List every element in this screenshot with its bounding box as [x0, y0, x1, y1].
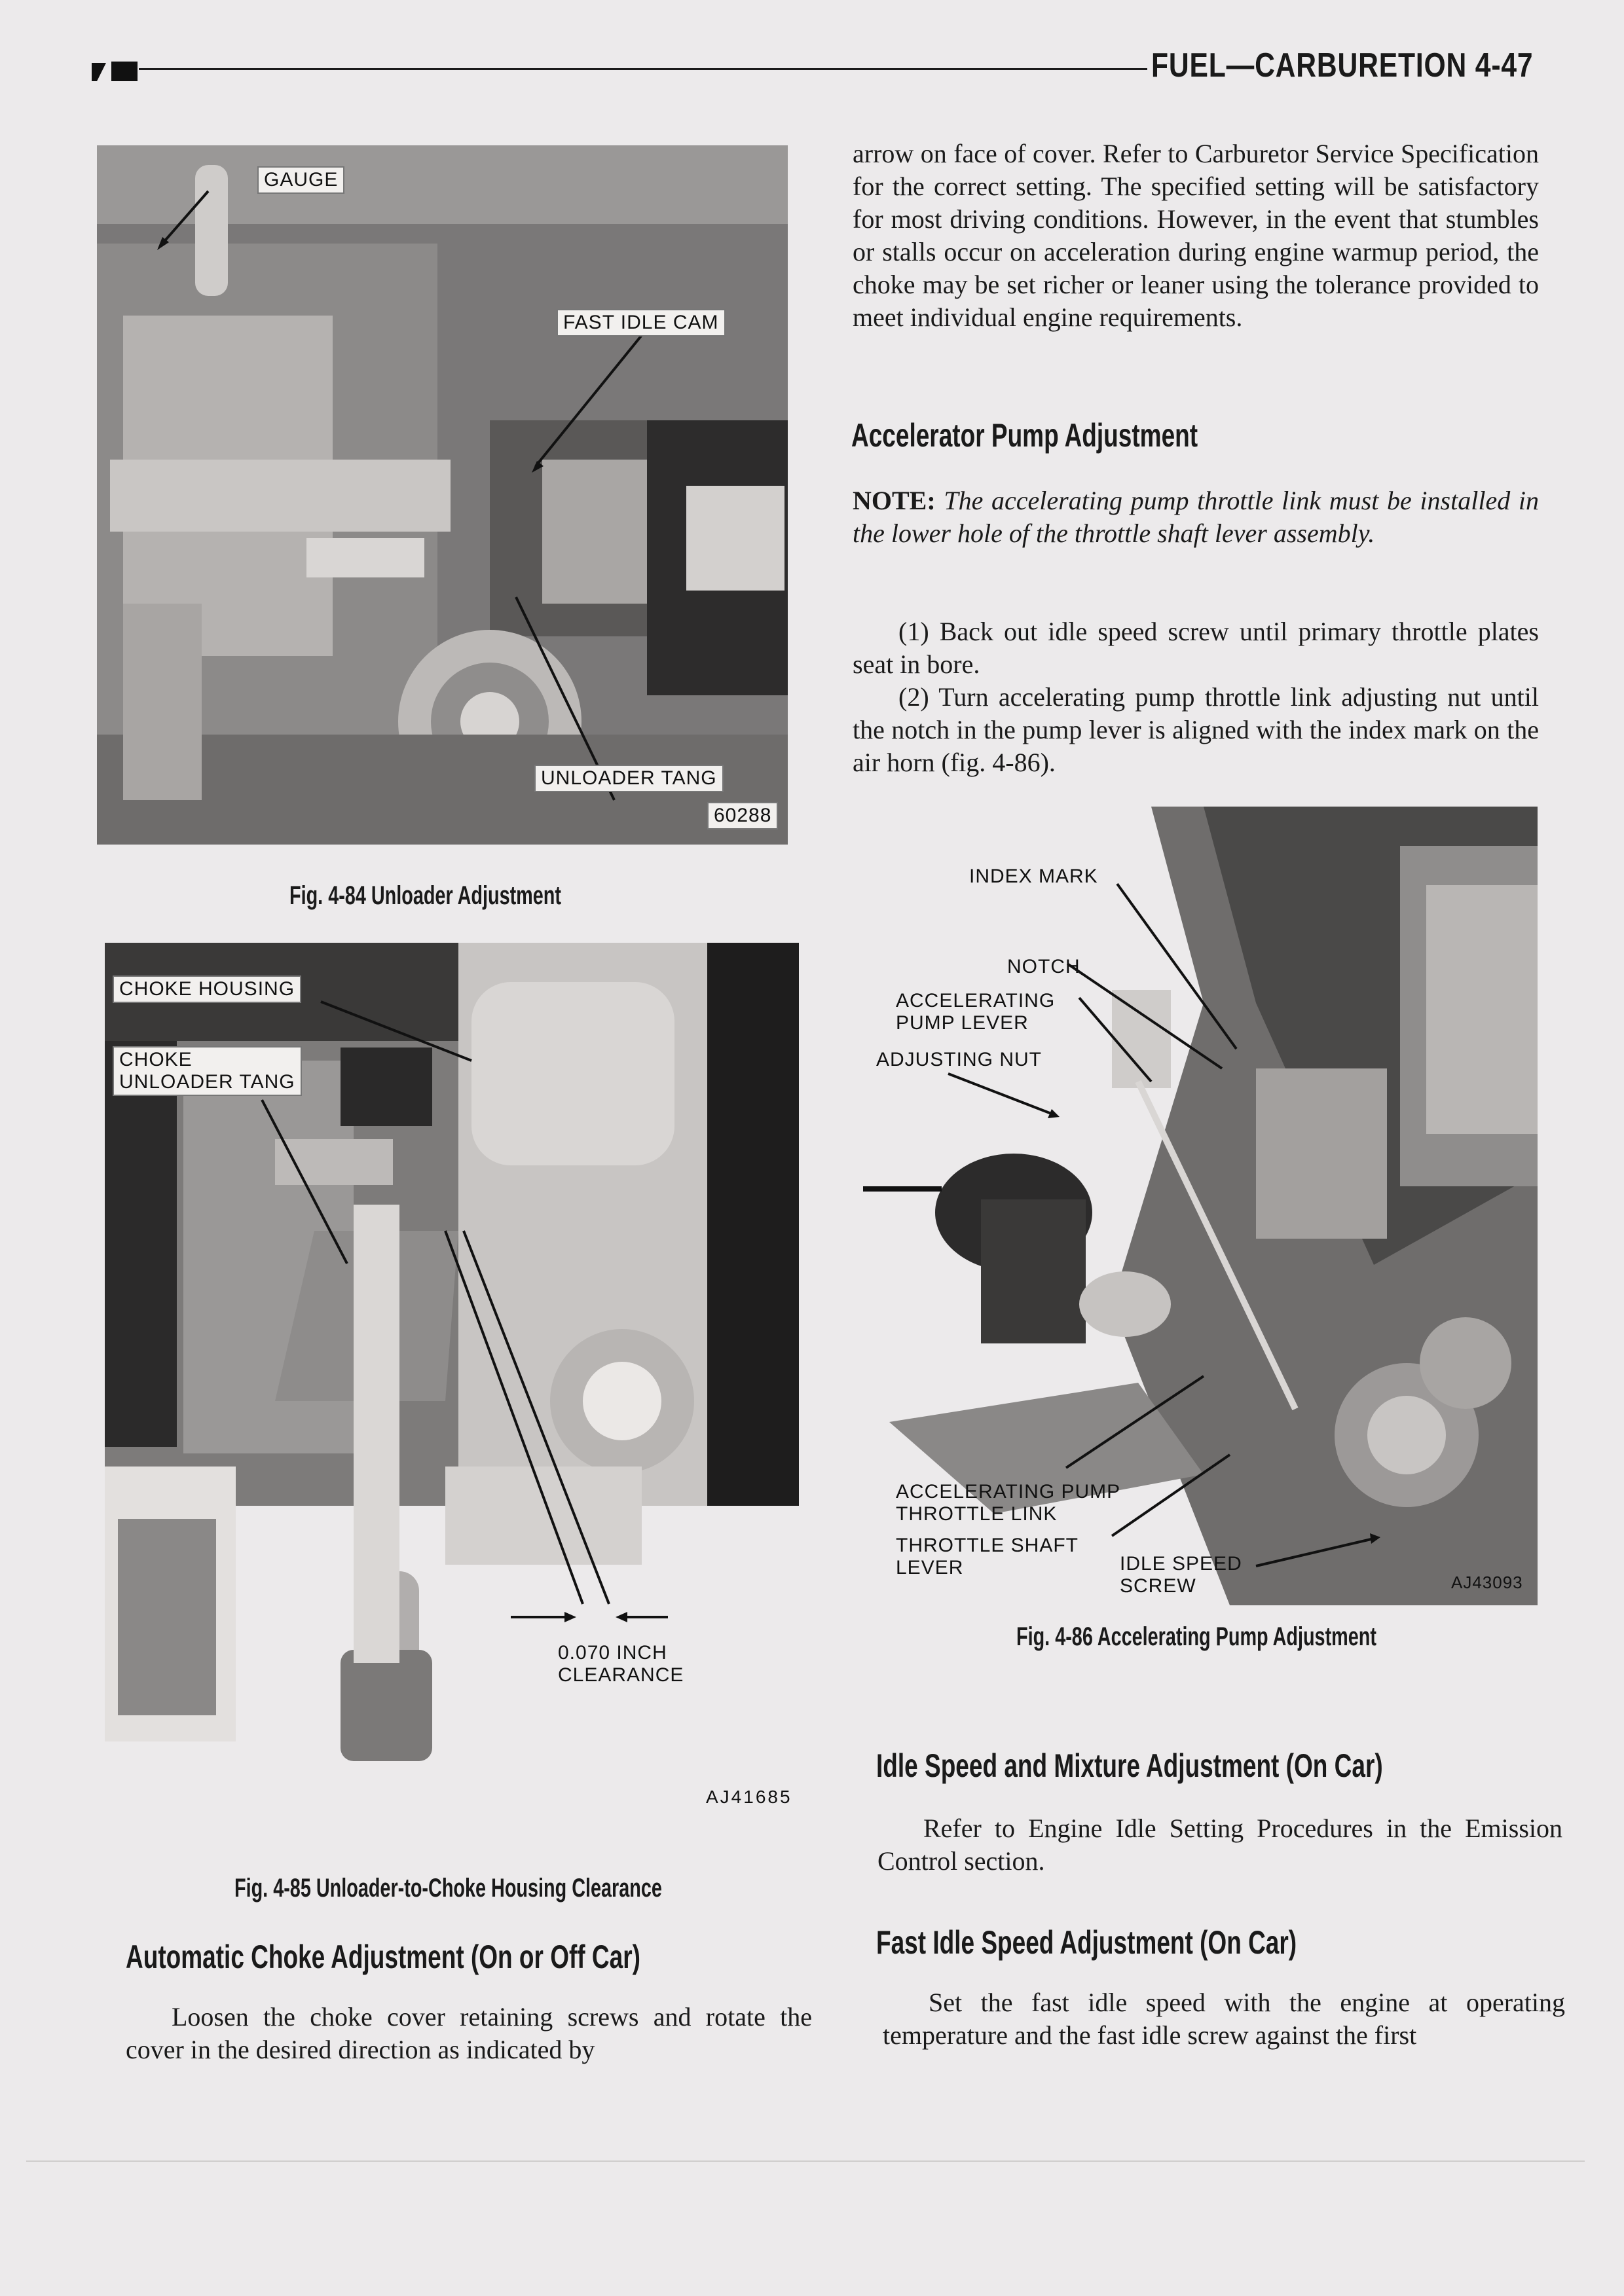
footer-rule	[26, 2160, 1585, 2162]
label-notch: NOTCH	[1007, 956, 1080, 977]
figure-4-86-photo	[863, 807, 1538, 1605]
paragraph-text: arrow on face of cover. Refer to Carburetor Service Specification for the correct setting. The specified setting will be satisfactory for most driving conditions. However, in the event that stumbles or stalls occur on acceleration during engine warmup period, the choke may be set richer or leaner using the tolerance provided to meet individual engine requirements.	[853, 139, 1539, 332]
figure-4-84-leader-lines	[97, 145, 788, 845]
figure-4-84-caption: Fig. 4-84 Unloader Adjustment	[289, 881, 561, 910]
label-line: CLEARANCE	[558, 1664, 684, 1686]
label-line: PUMP LEVER	[896, 1012, 1029, 1034]
idle-speed-heading: Idle Speed and Mixture Adjustment (On Car)	[876, 1747, 1383, 1784]
step-2: (2) Turn accelerating pump throttle link adjusting nut until the notch in the pump lever is aligned with the index mark on the air horn (fig. 4-86).	[853, 682, 1539, 777]
label-line: THROTTLE SHAFT	[896, 1535, 1079, 1556]
paragraph-text: Refer to Engine Idle Setting Procedures in the Emission Control section.	[877, 1813, 1562, 1876]
auto-choke-heading: Automatic Choke Adjustment (On or Off Car)	[126, 1939, 640, 1975]
figure-4-86-caption: Fig. 4-86 Accelerating Pump Adjustment	[1016, 1622, 1376, 1651]
label-gauge: GAUGE	[257, 166, 344, 194]
label-line: 0.070 INCH	[558, 1642, 667, 1664]
label-line: LEVER	[896, 1557, 964, 1578]
label-line: UNLOADER TANG	[119, 1071, 295, 1093]
figure-4-85-photo	[105, 943, 799, 1761]
label-accelerating-pump-throttle-link	[896, 1481, 1120, 1525]
figure-code: AJ41685	[706, 1787, 792, 1807]
fast-idle-paragraph	[883, 1986, 1565, 2052]
fast-idle-heading: Fast Idle Speed Adjustment (On Car)	[876, 1924, 1297, 1961]
note-paragraph	[853, 484, 1539, 550]
label-index-mark: INDEX MARK	[969, 866, 1098, 887]
figure-4-84-photo	[97, 145, 788, 845]
label-throttle-shaft-lever	[896, 1535, 1079, 1579]
label-line: THROTTLE LINK	[896, 1503, 1058, 1525]
label-line: SCREW	[1120, 1575, 1196, 1597]
label-line: IDLE SPEED	[1120, 1553, 1242, 1575]
auto-choke-paragraph	[126, 2001, 812, 2066]
figure-4-85-caption: Fig. 4-85 Unloader-to-Choke Housing Clearance	[234, 1874, 662, 1903]
section-marker-icon	[92, 59, 138, 81]
intro-paragraph	[853, 137, 1539, 334]
figure-code: AJ43093	[1451, 1573, 1523, 1592]
accelerator-pump-heading: Accelerator Pump Adjustment	[851, 417, 1198, 454]
label-fast-idle-cam: FAST IDLE CAM	[557, 309, 726, 337]
label-adjusting-nut: ADJUSTING NUT	[876, 1049, 1042, 1070]
label-line: CHOKE	[119, 1049, 193, 1070]
steps-paragraphs	[853, 615, 1539, 779]
label-line: ACCELERATING PUMP	[896, 1481, 1121, 1503]
label-idle-speed-screw	[1120, 1553, 1242, 1597]
label-choke-housing: CHOKE HOUSING	[113, 975, 301, 1003]
note-text: The accelerating pump throttle link must be installed in the lower hole of the throttle shaft lever assembly.	[853, 486, 1539, 548]
step-1: (1) Back out idle speed screw until primary throttle plates seat in bore.	[853, 617, 1539, 679]
label-choke-unloader-tang	[113, 1046, 302, 1096]
paragraph-text: Set the fast idle speed with the engine at operating temperature and the fast idle screw against the first	[883, 1988, 1565, 2050]
paragraph-text: Loosen the choke cover retaining screws and rotate the cover in the desired direction as indicated by	[126, 2002, 812, 2064]
note-label: NOTE:	[853, 486, 936, 515]
figure-code: 60288	[707, 802, 778, 829]
label-clearance	[558, 1642, 684, 1686]
page-header-title: FUEL—CARBURETION 4-47	[1151, 46, 1534, 84]
label-line: ACCELERATING	[896, 990, 1056, 1011]
header-rule	[139, 68, 1147, 70]
idle-speed-paragraph	[877, 1812, 1562, 1878]
label-unloader-tang: UNLOADER TANG	[534, 765, 724, 792]
label-accelerating-pump-lever	[896, 990, 1055, 1034]
